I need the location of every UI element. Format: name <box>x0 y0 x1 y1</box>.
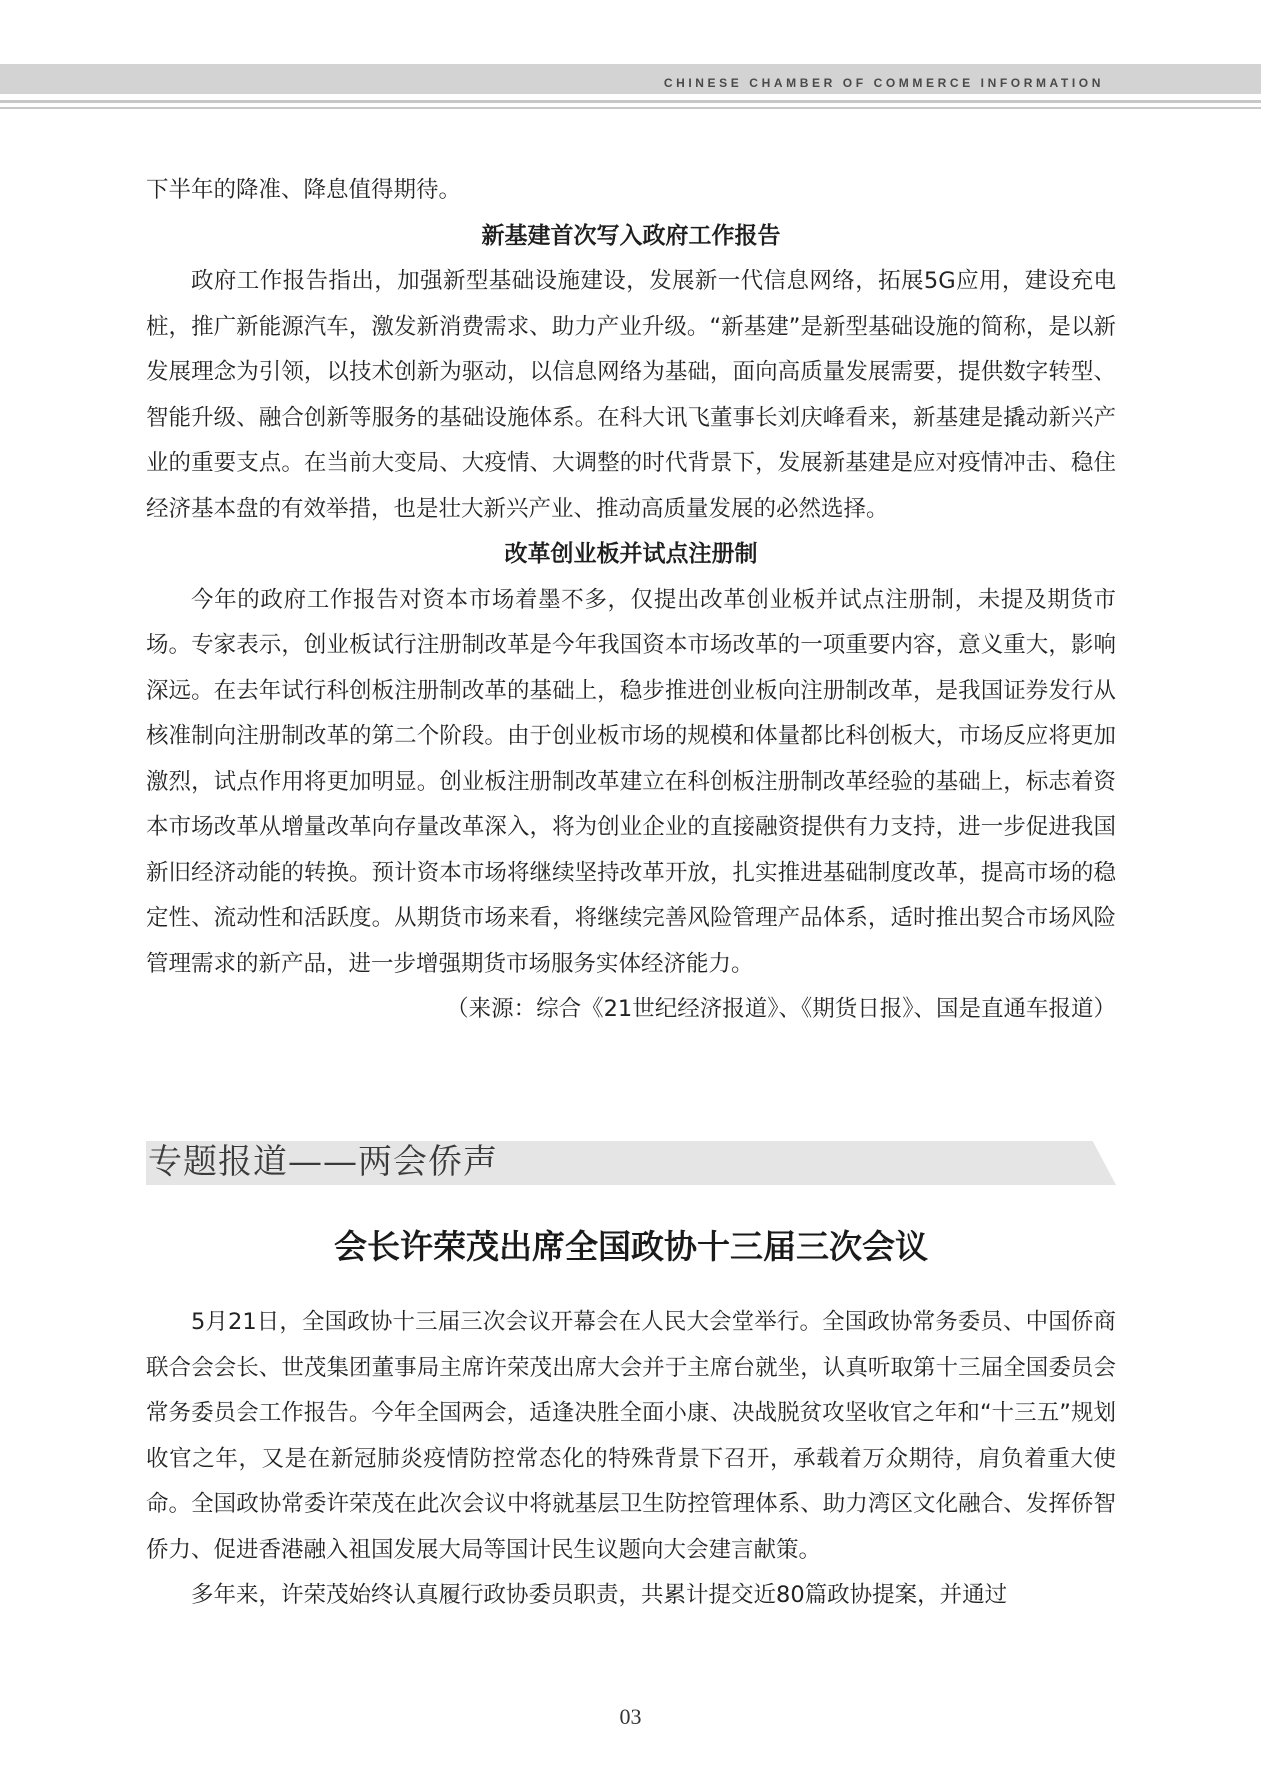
article-body-bottom <box>146 1300 1116 1619</box>
article-body-top <box>146 168 1116 1033</box>
article-paragraph-1: 5月21日，全国政协十三届三次会议开幕会在人民大会堂举行。全国政协常务委员、中国侨商联合会会长、世茂集团董事局主席许荣茂出席大会并于主席台就坐，认真听取第十三届全国委员会常务委员会工作报告。今年全国两会，适逢决胜全面小康、决战脱贫攻坚收官之年和“十三五”规划收官之年，又是在新冠肺炎疫情防控常态化的特殊背景下召开，承载着万众期待，肩负着重大使命。全国政协常委许荣茂在此次会议中将就基层卫生防控管理体系、助力湾区文化融合、发挥侨智侨力、促进香港融入祖国发展大局等国计民生议题向大会建言献策。 <box>146 1309 1116 1563</box>
article-title: 会长许荣茂出席全国政协十三届三次会议 <box>334 1227 928 1266</box>
header-rule <box>0 100 1261 103</box>
article-paragraph-2: 多年来，许荣茂始终认真履行政协委员职责，共累计提交近80篇政协提案，并通过 <box>191 1582 1008 1608</box>
page-number: 03 <box>619 1704 642 1729</box>
intro-paragraph: 下半年的降准、降息值得期待。 <box>146 177 462 203</box>
paragraph-new-infrastructure: 政府工作报告指出，加强新型基础设施建设，发展新一代信息网络，拓展5G应用，建设充电桩，推广新能源汽车，激发新消费需求、助力产业升级。“新基建”是新型基础设施的简称，是以新发展理念为引领，以技术创新为驱动，以信息网络为基础，面向高质量发展需要，提供数字转型、智能升级、融合创新等服务的基础设施体系。在科大讯飞董事长刘庆峰看来，新基建是撬动新兴产业的重要支点。在当前大变局、大疫情、大调整的时代背景下，发展新基建是应对疫情冲击、稳住经济基本盘的有效举措，也是壮大新兴产业、推动高质量发展的必然选择。 <box>146 268 1116 522</box>
section-title: 专题报道——两会侨声 <box>148 1142 498 1182</box>
header-publication-name: CHINESE CHAMBER OF COMMERCE INFORMATION <box>663 76 1104 90</box>
subheading-new-infrastructure: 新基建首次写入政府工作报告 <box>481 222 781 249</box>
paragraph-chinext-reform-text: 今年的政府工作报告对资本市场着墨不多，仅提出改革创业板并试点注册制，未提及期货市场。专家表示，创业板试行注册制改革是今年我国资本市场改革的一项重要内容，意义重大，影响深远。在去年试行科创板注册制改革的基础上，稳步推进创业板向注册制改革，是我国证券发行从核准制向注册制改革的第二个阶段。由于创业板市场的规模和体量都比科创板大，市场反应将更加激烈，试点作用将更加明显。创业板注册制改革建立在科创板注册制改革经验的基础上，标志着资本市场改革从增量改革向存量改革深入，将为创业企业的直接融资提供有力支持，进一步促进我国新旧经济动能的转换。预计资本市场将继续坚持改革开放，扎实推进基础制度改革，提高市场的稳定性、流动性和活跃度。从期货市场来看，将继续完善风险管理产品体系，适时推出契合市场风险管理需求的新产品，进一步增强期货市场服务实体经济能力。 <box>146 586 1116 977</box>
source-citation: （来源：综合《21世纪经济报道》、《期货日报》、国是直通车报道） <box>446 996 1116 1022</box>
subheading-chinext-reform: 改革创业板并试点注册制 <box>504 541 758 567</box>
header-rule-thin <box>0 107 1261 109</box>
paragraph-chinext-reform <box>146 578 1116 1022</box>
